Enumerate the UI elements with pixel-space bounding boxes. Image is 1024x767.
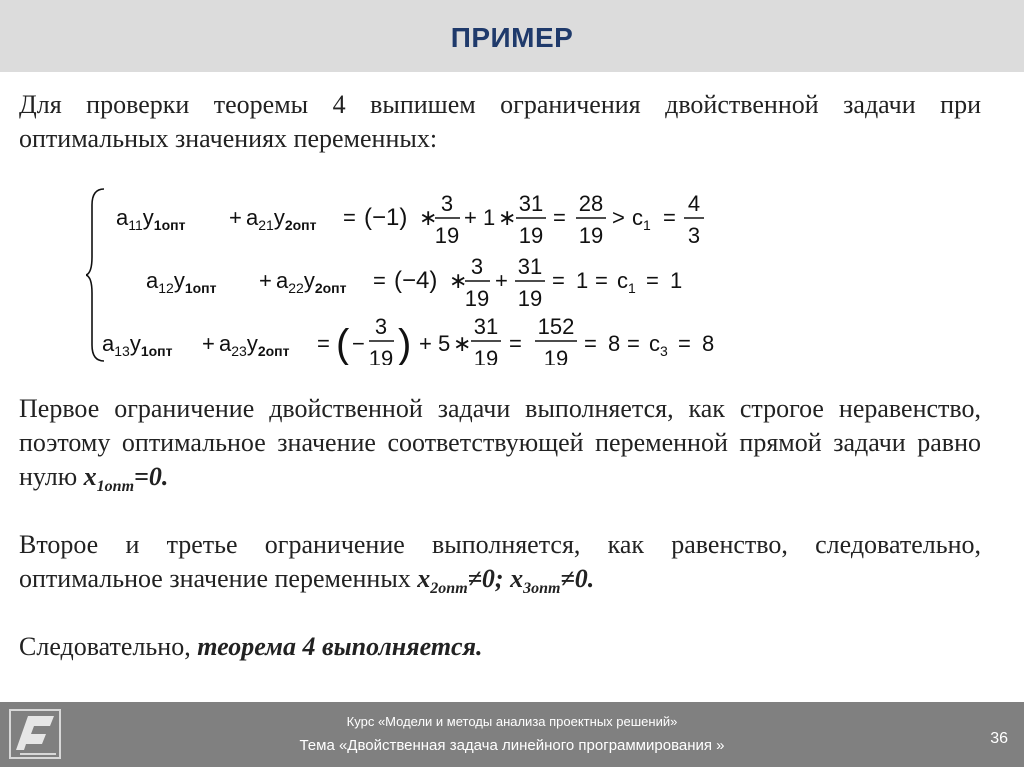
svg-text:19: 19 bbox=[434, 223, 460, 248]
svg-text:a13y1опт: $a_{13}y_{1опт}$ bbox=[102, 331, 173, 359]
svg-text:152: 152 bbox=[537, 314, 575, 339]
svg-text:19: 19 bbox=[464, 286, 490, 311]
equation-row-1 bbox=[116, 191, 704, 248]
svg-text:=: = bbox=[595, 268, 608, 293]
svg-text:19: 19 bbox=[578, 223, 604, 248]
svg-text:5: 5 bbox=[438, 331, 451, 356]
svg-text:>: > bbox=[612, 205, 625, 230]
footer-bar bbox=[0, 702, 1024, 767]
svg-text:=: = bbox=[373, 268, 386, 293]
page-number: 36 bbox=[990, 730, 1008, 747]
svg-text:=: = bbox=[343, 205, 356, 230]
svg-text:=: = bbox=[646, 268, 659, 293]
svg-text:∗: ∗ bbox=[419, 205, 438, 230]
svg-text:a12y1опт: $a_{12}y_{1опт}$ bbox=[146, 268, 217, 296]
second-third-constraint-paragraph: Второе и третье ограничение выполняется, как равенство, следовательно, оптимальное значение переменных $x_{2опт}\ne 0$; $x_{3опт}\ne 0$. bbox=[19, 530, 981, 598]
svg-text:a21y2опт: $a_{21}y_{2опт}$ bbox=[246, 205, 317, 233]
svg-text:+: + bbox=[464, 205, 477, 230]
svg-text:=: = bbox=[663, 205, 676, 230]
svg-text:3: 3 bbox=[687, 223, 701, 248]
svg-text:−: − bbox=[352, 331, 365, 356]
svg-text:=: = bbox=[553, 205, 566, 230]
svg-text:1: 1 bbox=[670, 268, 683, 293]
svg-text:∗: ∗ bbox=[498, 205, 517, 230]
equation-system bbox=[86, 185, 786, 365]
svg-text:28: 28 bbox=[578, 191, 604, 216]
svg-text:a11y1опт: $a_{11}y_{1опт}$ bbox=[116, 205, 186, 233]
svg-text:c3: $c_3$ bbox=[649, 331, 668, 359]
svg-text:(−4): (−4) bbox=[394, 267, 438, 294]
conclusion-paragraph: Следовательно, теорема 4 выполняется. bbox=[19, 632, 483, 661]
svg-text:=: = bbox=[317, 331, 330, 356]
svg-text:1: 1 bbox=[576, 268, 589, 293]
svg-text:(: ( bbox=[336, 322, 350, 365]
lecture-topic: Тема «Двойственная задача линейного программирования » bbox=[299, 737, 725, 754]
svg-text:3: 3 bbox=[470, 254, 484, 279]
svg-text:4: 4 bbox=[687, 191, 701, 216]
svg-text:19: 19 bbox=[517, 286, 543, 311]
svg-text:31: 31 bbox=[473, 314, 499, 339]
svg-text:=: = bbox=[584, 331, 597, 356]
svg-text:+: + bbox=[419, 331, 432, 356]
svg-text:c1: $c_1$ bbox=[617, 268, 636, 296]
svg-text:8: 8 bbox=[702, 331, 715, 356]
svg-text:31: 31 bbox=[517, 254, 543, 279]
svg-text:c1: $c_1$ bbox=[632, 205, 651, 233]
svg-text:+: + bbox=[229, 205, 242, 230]
svg-text:(−1): (−1) bbox=[364, 204, 408, 231]
svg-text:+: + bbox=[495, 268, 508, 293]
svg-text:=: = bbox=[627, 331, 640, 356]
svg-text:1: 1 bbox=[483, 205, 496, 230]
svg-text:=: = bbox=[678, 331, 691, 356]
page-title: ПРИМЕР bbox=[450, 22, 574, 53]
svg-text:+: + bbox=[259, 268, 272, 293]
svg-text:=: = bbox=[509, 331, 522, 356]
svg-text:3: 3 bbox=[374, 314, 388, 339]
svg-text:∗: ∗ bbox=[453, 331, 472, 356]
equation-row-3 bbox=[102, 314, 714, 365]
svg-text:+: + bbox=[202, 331, 215, 356]
svg-text:): ) bbox=[398, 322, 412, 365]
equation-row-2 bbox=[146, 254, 682, 311]
svg-text:19: 19 bbox=[543, 346, 569, 365]
svg-text:a23y2опт: $a_{23}y_{2опт}$ bbox=[219, 331, 290, 359]
svg-text:19: 19 bbox=[368, 346, 394, 365]
svg-text:31: 31 bbox=[518, 191, 544, 216]
course-name: Курс «Модели и методы анализа проектных решений» bbox=[346, 714, 678, 729]
svg-text:19: 19 bbox=[473, 346, 499, 365]
first-constraint-paragraph: Первое ограничение двойственной задачи выполняется, как строгое неравенство, поэтому оптимальное значение соответствующей переменной прямой задачи равно нулю $x_{1опт}=0$. bbox=[19, 394, 981, 496]
svg-text:19: 19 bbox=[518, 223, 544, 248]
svg-text:∗: ∗ bbox=[449, 268, 468, 293]
svg-text:a22y2опт: $a_{22}y_{2опт}$ bbox=[276, 268, 347, 296]
svg-text:3: 3 bbox=[440, 191, 454, 216]
svg-text:8: 8 bbox=[608, 331, 621, 356]
svg-text:=: = bbox=[552, 268, 565, 293]
intro-paragraph: Для проверки теоремы 4 выпишем ограничения двойственной задачи при оптимальных значениях переменных: bbox=[19, 90, 981, 153]
